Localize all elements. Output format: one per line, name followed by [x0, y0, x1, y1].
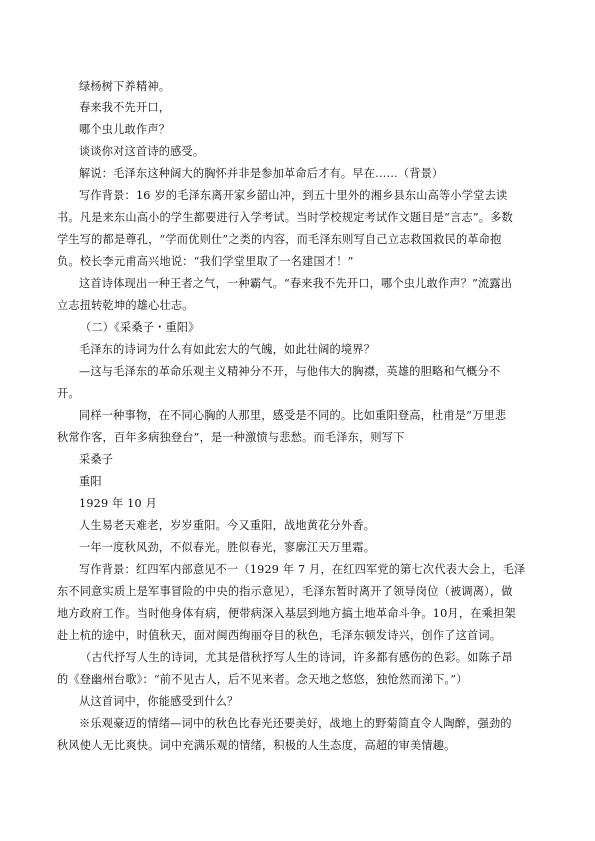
answer-text: ※乐观豪迈的情绪—词中的秋色比春光还要美好，战地上的野菊简直令人陶醉，强劲的: [79, 717, 512, 730]
poem-subtitle: 重阳: [79, 475, 102, 488]
poem-line: 绿杨树下养精神。: [79, 80, 171, 93]
analysis-text: 立志扭转乾坤的雄心壮志。: [57, 299, 194, 312]
background-text: 学生写的都是尊孔，“学而优则仕”之类的内容，而毛泽东则写自己立志救国救民的革命抱: [57, 233, 502, 246]
answer-text: —这与毛泽东的革命乐观主义精神分不开，与他伟大的胸襟，英雄的胆略和气概分不: [79, 365, 501, 378]
background-text: 写作背景：16 岁的毛泽东离开家乡韶山冲，到五十里外的湘乡县东山高等小学堂去读: [79, 189, 508, 202]
answer-text: 开。: [57, 387, 80, 400]
poem-title: 采桑子: [79, 453, 114, 466]
poem-line: 春来我不先开口，: [79, 101, 171, 114]
note-text: （古代抒写人生的诗词，尤其是借秋抒写人生的诗词，许多都有感伤的色彩。如陈子昂: [80, 651, 513, 664]
poem-date: 1929 年 10 月: [79, 497, 157, 510]
background-text: 书。凡是来东山高小的学生都要进行入学考试。当时学校规定考试作文题目是“言志”。多数: [57, 211, 513, 224]
background-text: 负。校长李元甫高兴地说：“我们学堂里取了一名建国才！”: [57, 255, 354, 268]
poem-line: 哪个虫儿敢作声？: [79, 123, 171, 136]
body-text: 秋常作客，百年多病独登台”，是一种激愤与悲愁。而毛泽东，则写下: [57, 431, 405, 444]
section-heading: （二）《采桑子・重阳》: [80, 321, 200, 334]
background-text: 地方政府工作。当时他身体有病，便带病深入基层到地方搞土地革命斗争。10月，在乘担架: [57, 607, 516, 620]
body-text: 同样一种事物，在不同心胸的人那里，感受是不同的。比如重阳登高，杜甫是“万里悲: [79, 409, 507, 422]
answer-text: 秋风使人无比爽快。词中充满乐观的情绪，积极的人生态度，高超的审美情趣。: [57, 739, 456, 752]
question-text: 谈谈你对这首诗的感受。: [79, 145, 205, 158]
background-text: 赴上杭的途中，时值秋天，面对闽西绚丽夺目的秋色，毛泽东顿发诗兴，创作了这首词。: [57, 629, 502, 642]
explanation-text: 解说：毛泽东这种阔大的胸怀并非是参加革命后才有。早在……（背景）: [79, 167, 444, 180]
poem-line: 人生易老天难老，岁岁重阳。今又重阳，战地黄花分外香。: [79, 519, 376, 532]
background-text: 东不同意实质上是军事冒险的中央的指示意见），毛泽东暂时离开了领导岗位（被调离），做: [57, 585, 513, 598]
note-text: 的《登幽州台歌》：“前不见古人，后不见来者。念天地之悠悠，独怆然而涕下。”）: [57, 673, 468, 686]
poem-line: 一年一度秋风劲，不似春光。胜似春光，寥廓江天万里霜。: [79, 541, 376, 554]
question-text: 从这首词中，你能感受到什么？: [79, 695, 239, 708]
analysis-text: 这首诗体现出一种王者之气，一种霸气。“春来我不先开口，哪个虫儿敢作声？”流露出: [79, 277, 513, 290]
background-text: 写作背景：红四军内部意见不一（1929 年 7 月，在红四军党的第七次代表大会上，毛泽: [79, 563, 526, 576]
question-text: 毛泽东的诗词为什么有如此宏大的气魄，如此壮阔的境界？: [79, 343, 376, 356]
